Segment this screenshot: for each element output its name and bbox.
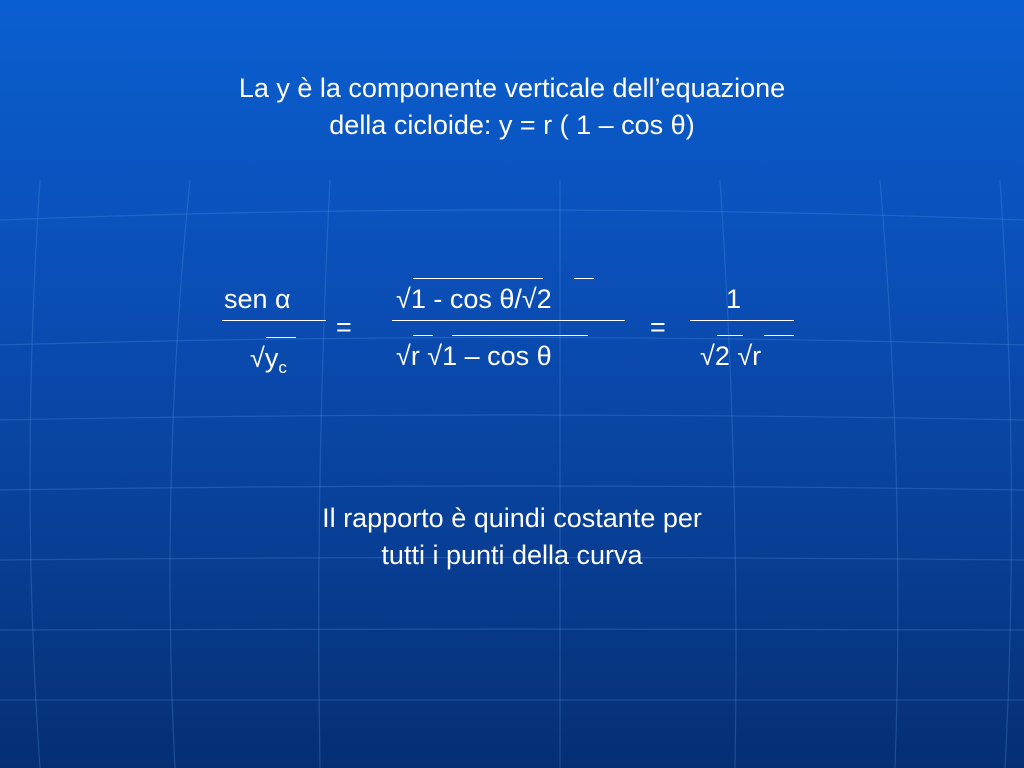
equals-sign-2: = (650, 312, 666, 342)
intro-line-2: della cicloide: y = r ( 1 – cos θ) (329, 110, 695, 140)
fraction-3-numerator: 1 (726, 284, 742, 314)
radical-overline-r-2 (764, 335, 794, 336)
conclusion-line-2: tutti i punti della curva (381, 540, 643, 570)
fraction-2-denominator: √r √1 – cos θ (396, 341, 552, 371)
intro-text (0, 70, 1024, 144)
intro-line-1: La y è la componente verticale dell’equazione (238, 73, 786, 103)
radical-overline-numerator-2 (574, 278, 594, 279)
fraction-1-denominator (250, 343, 287, 377)
radical-overline-r (413, 335, 433, 336)
radical-overline-2 (717, 335, 743, 336)
fraction-3-bar (690, 320, 794, 321)
fraction-1-denominator-subscript: c (278, 358, 287, 377)
fraction-1-denominator-radical: √y (250, 343, 279, 373)
fraction-2-bar (392, 320, 625, 321)
radical-overline-denominator (452, 335, 588, 336)
radical-overline-yc (266, 337, 296, 338)
conclusion-text (0, 500, 1024, 574)
fraction-1-numerator: sen α (224, 284, 291, 314)
fraction-3-denominator: √2 √r (700, 341, 762, 371)
fraction-1-bar (222, 320, 326, 321)
equals-sign-1: = (336, 312, 352, 342)
conclusion-line-1: Il rapporto è quindi costante per (322, 503, 702, 533)
radical-overline-numerator-1 (413, 278, 543, 279)
fraction-2-numerator: √1 - cos θ/√2 (396, 284, 552, 314)
